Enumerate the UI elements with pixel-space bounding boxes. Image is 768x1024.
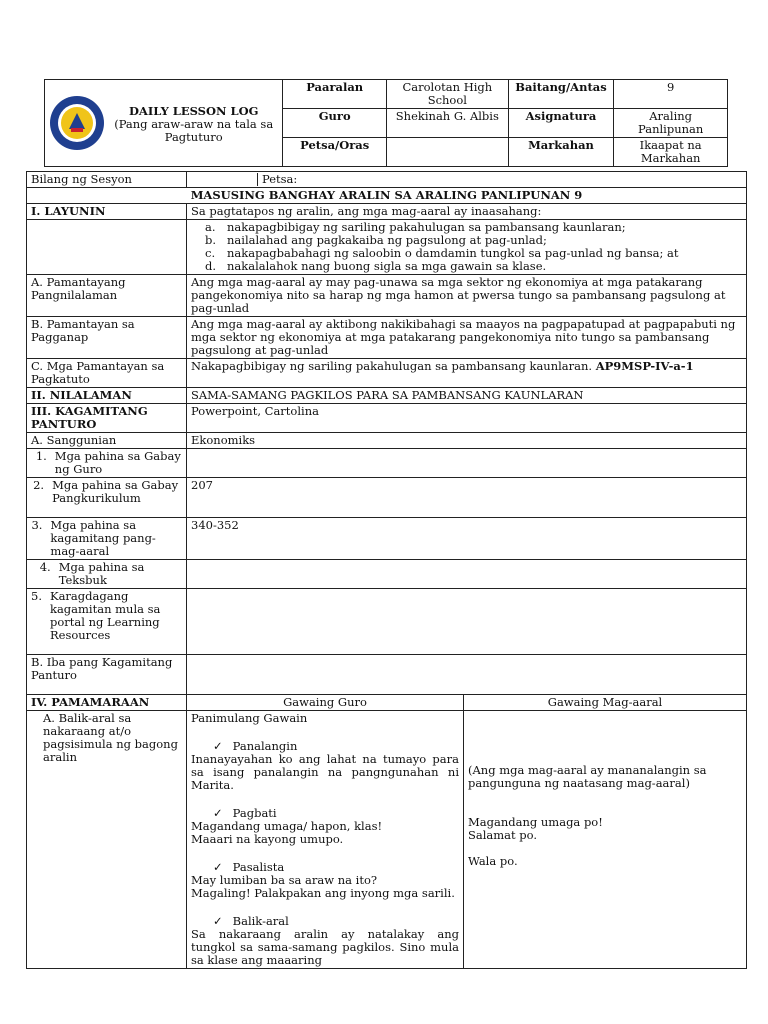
pagbati-guro-2: Maaari na kayong umupo. [191, 832, 344, 846]
label-paaralan: Paaralan [283, 80, 387, 109]
pagbati-guro-1: Magandang umaga/ hapon, klas! [191, 819, 383, 833]
resource-value [187, 449, 747, 478]
balik-aral-check: ✓ Balik-aral [191, 915, 459, 928]
nilalaman-label: II. NILALAMAN [27, 388, 187, 404]
sanggunian-label: A. Sanggunian [27, 433, 187, 449]
pagbati-mag-aaral-1: Magandang umaga po! [468, 815, 603, 829]
value-asignatura: Araling Panlipunan [614, 109, 728, 138]
standard-text: Ang mga mag-aaral ay aktibong nakikibahagi sa maayos na pagpapatupad at pagpapabuti ng mga sektor ng ekonomiya at mga patakarang pangekonomiya nito tungo sa pambansang pagsulong at pag-unlad [187, 317, 747, 359]
standard-text: Nakapagbibigay ng sariling pakahulugan sa pambansang kaunlaran. AP9MSP-IV-a-1 [187, 359, 747, 388]
competency-code: AP9MSP-IV-a-1 [595, 359, 694, 373]
pasalista-guro-1: May lumiban ba sa araw na ito? [191, 873, 378, 887]
pagbati-check: ✓ Pagbati [191, 807, 459, 820]
step-label: A. Balik-aral sa nakaraang at/o pagsisimula ng bagong aralin [27, 711, 187, 969]
standard-text: Ang mga mag-aaral ay may pag-unawa sa mga sektor ng ekonomiya at mga patakarang pangekonomiya nito sa harap ng mga hamon at pwersa tungo sa pambansang pagsulong at pag-unlad [187, 275, 747, 317]
pamamaraan-label: IV. PAMAMARAAN [27, 695, 187, 711]
header-subtitle: (Pang araw-araw na tala sa Pagtuturo [114, 116, 274, 144]
pasalista-guro-2: Magaling! Palakpakan ang inyong mga sarili. [191, 886, 455, 900]
school-logo-cell [45, 80, 283, 167]
mag-aaral-activities [464, 711, 747, 969]
pagbati-mag-aaral-2: Salamat po. [468, 828, 538, 842]
panalangin-guro: Inanayayahan ko ang lahat na tumayo para sa isang panalangin na pangngunahan ni Marita. [191, 752, 459, 792]
layunin-intro: Sa pagtatapos ng aralin, ang mga mag-aaral ay inaasahang: [187, 204, 747, 220]
label-baitang: Baitang/Antas [508, 80, 614, 109]
value-paaralan: Carolotan High School [386, 80, 508, 109]
pasalista-check: ✓ Pasalista [191, 861, 459, 874]
resource-value: 207 [187, 478, 747, 518]
resource-label: 5. Karagdagang kagamitan mula sa portal ng Learning Resources [27, 589, 187, 655]
iba-value [187, 655, 747, 695]
value-baitang: 9 [614, 80, 728, 109]
value-guro: Shekinah G. Albis [386, 109, 508, 138]
resource-label: 4. Mga pahina sa Teksbuk [27, 560, 187, 589]
label-petsa-oras: Petsa/Oras [283, 138, 387, 167]
label-asignatura: Asignatura [508, 109, 614, 138]
plan-title: MASUSING BANGHAY ARALIN SA ARALING PANLIPUNAN 9 [27, 188, 747, 204]
value-markahan: Ikaapat na Markahan [614, 138, 728, 167]
resource-label: 2. Mga pahina sa Gabay Pangkurikulum [27, 478, 187, 518]
standard-label: A. Pamantayang Pangnilalaman [27, 275, 187, 317]
resource-label: 1. Mga pahina sa Gabay ng Guro [27, 449, 187, 478]
session-label: Bilang ng Sesyon [27, 172, 187, 188]
objective-item: a. nakapagbibigay ng sariling pakahulugan sa pambansang kaunlaran; [205, 220, 626, 234]
layunin-blank [27, 220, 187, 275]
iba-label: B. Iba pang Kagamitang Panturo [27, 655, 187, 695]
balik-aral-guro: Sa nakaraang aralin ay natalakay ang tungkol sa sama-samang pagkilos. Sino mula sa klase ang maaaring [191, 927, 459, 967]
value-petsa-oras [386, 138, 508, 167]
resource-value [187, 560, 747, 589]
layunin-label: I. LAYUNIN [27, 204, 187, 220]
panalangin-mag-aaral: (Ang mga mag-aaral ay mananalangin sa pangunguna ng naatasang mag-aaral) [468, 763, 707, 790]
header-title: DAILY LESSON LOG [128, 103, 259, 118]
pasalista-mag-aaral: Wala po. [468, 854, 518, 868]
standard-label: C. Mga Pamantayan sa Pagkatuto [27, 359, 187, 388]
date-cell [187, 172, 747, 188]
objective-item: b. nailalahad ang pagkakaiba ng pagsulong at pag-unlad; [205, 233, 547, 247]
sanggunian-text: Ekonomiks [187, 433, 747, 449]
standard-label: B. Pamantayan sa Pagganap [27, 317, 187, 359]
panalangin-check: ✓ Panalangin [191, 740, 459, 753]
nilalaman-text: SAMA-SAMANG PAGKILOS PARA SA PAMBANSANG KAUNLARAN [187, 388, 747, 404]
resource-value [187, 589, 747, 655]
lesson-plan-table [26, 171, 747, 969]
kagamitan-label: III. KAGAMITANG PANTURO [27, 404, 187, 433]
deped-seal-icon [49, 95, 105, 151]
resource-value: 340-352 [187, 518, 747, 560]
header-table [44, 79, 728, 167]
panimulang-gawain-heading: Panimulang Gawain [191, 711, 308, 725]
label-markahan: Markahan [508, 138, 614, 167]
resource-label: 3. Mga pahina sa kagamitang pang-mag-aaral [27, 518, 187, 560]
objectives-cell [187, 220, 747, 275]
objective-item: c. nakapagbabahagi ng saloobin o damdamin tungkol sa pag-unlad ng bansa; at [205, 246, 679, 260]
kagamitan-text: Powerpoint, Cartolina [187, 404, 747, 433]
objective-item: d. nakalalahok nang buong sigla sa mga gawain sa klase. [205, 259, 547, 273]
label-guro: Guro [283, 109, 387, 138]
col-gawaing-guro: Gawaing Guro [187, 695, 464, 711]
col-gawaing-mag-aaral: Gawaing Mag-aaral [464, 695, 747, 711]
guro-activities [187, 711, 464, 969]
date-label: Petsa: [262, 172, 298, 186]
